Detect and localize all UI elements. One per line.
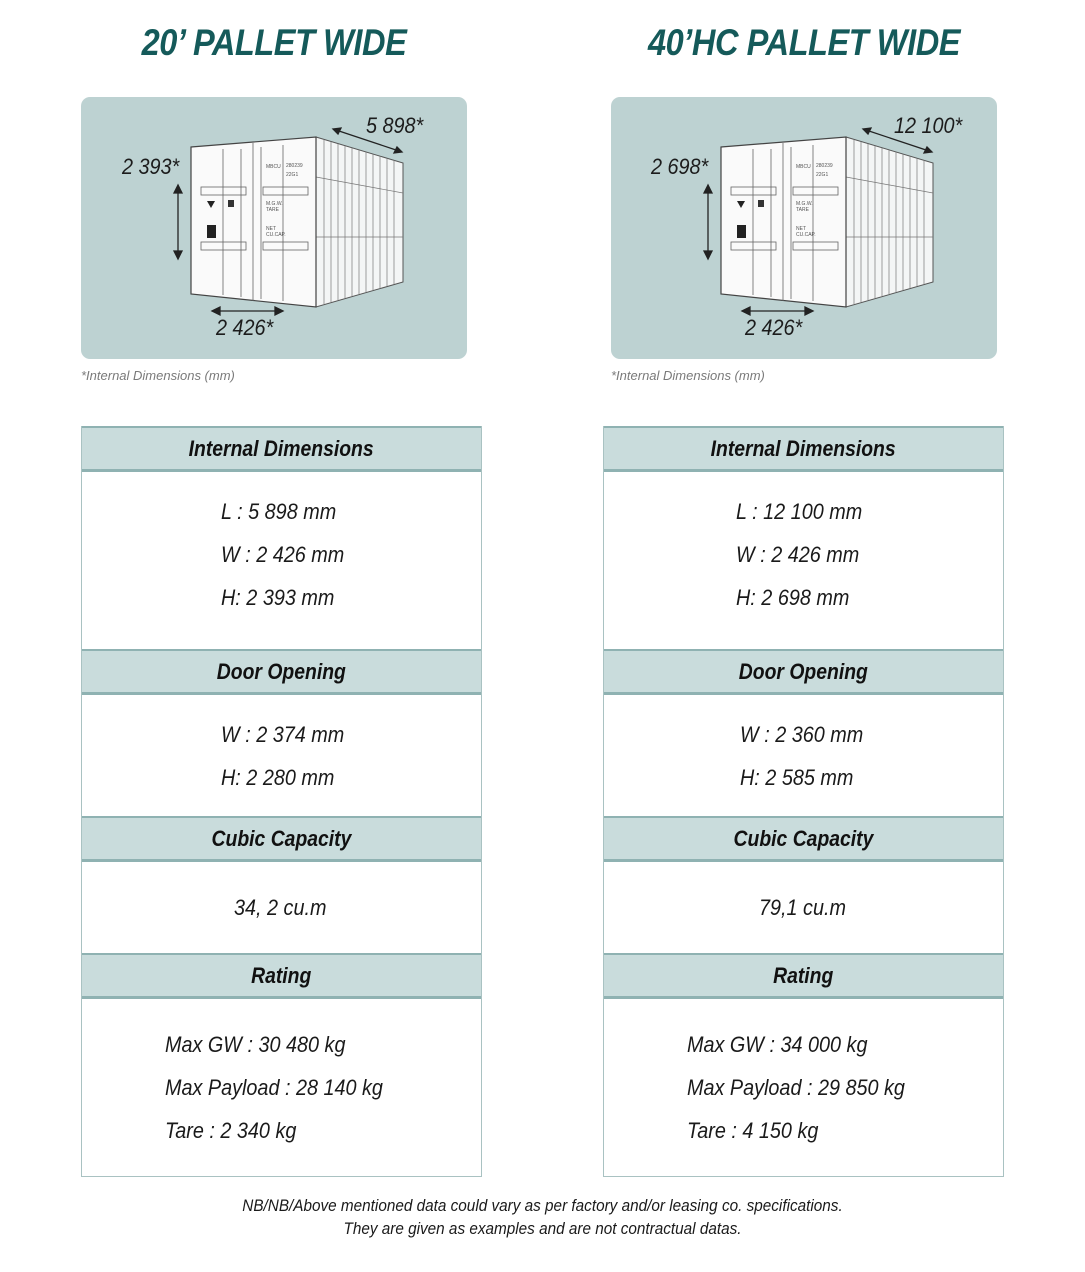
container-title: 40’HC PALLET WIDE: [647, 22, 961, 63]
spec-line-max-gw: Max GW : 30 480 kg: [165, 1032, 346, 1057]
svg-text:TARE: TARE: [796, 207, 809, 213]
section-body-door-opening: [604, 695, 1003, 816]
spec-line-max-payload: Max Payload : 28 140 kg: [165, 1075, 383, 1100]
spec-line-height: H: 2 698 mm: [736, 585, 850, 610]
svg-text:280239: 280239: [286, 163, 303, 169]
disclaimer-line-2: They are given as examples and are not contractual datas.: [343, 1219, 742, 1238]
section-body-rating: [82, 999, 481, 1176]
section-header-rating: Rating: [82, 953, 481, 999]
svg-text:M.G.W.: M.G.W.: [796, 201, 813, 207]
spec-line-door-width: W : 2 360 mm: [740, 722, 864, 747]
disclaimer-line-1: NB/NB/Above mentioned data could vary as per factory and/or leasing co. specifications.: [242, 1196, 843, 1215]
spec-line-cubic: 79,1 cu.m: [759, 895, 846, 920]
width-dimension-label: 2 426*: [216, 315, 274, 340]
internal-dimensions-footnote: *Internal Dimensions (mm): [81, 368, 235, 383]
svg-text:MBCU: MBCU: [266, 164, 281, 170]
spec-line-tare: Tare : 2 340 kg: [165, 1118, 297, 1143]
svg-text:NET: NET: [796, 226, 806, 232]
container-title: 20’ PALLET WIDE: [141, 22, 407, 63]
section-body-internal-dimensions: [82, 472, 481, 649]
section-header-internal-dimensions: Internal Dimensions: [604, 426, 1003, 472]
disclaimer: [0, 1194, 1085, 1240]
section-body-door-opening: [82, 695, 481, 816]
section-body-cubic-capacity: [82, 862, 481, 953]
spec-line-length: L : 5 898 mm: [221, 499, 337, 524]
section-header-door-opening: Door Opening: [82, 649, 481, 695]
length-dimension-label: 5 898*: [366, 113, 424, 138]
spec-table: [603, 426, 1004, 1177]
spec-line-height: H: 2 393 mm: [221, 585, 335, 610]
svg-text:280239: 280239: [816, 163, 833, 169]
internal-dimensions-footnote: *Internal Dimensions (mm): [611, 368, 765, 383]
section-header-rating: Rating: [604, 953, 1003, 999]
svg-text:CU.CAP.: CU.CAP.: [796, 232, 816, 238]
height-dimension-label: 2 393*: [122, 154, 180, 179]
svg-text:TARE: TARE: [266, 207, 279, 213]
spec-line-tare: Tare : 4 150 kg: [687, 1118, 819, 1143]
width-dimension-label: 2 426*: [745, 315, 803, 340]
section-body-rating: [604, 999, 1003, 1176]
section-header-internal-dimensions: Internal Dimensions: [82, 426, 481, 472]
spec-line-width: W : 2 426 mm: [221, 542, 345, 567]
spec-line-door-height: H: 2 585 mm: [740, 765, 854, 790]
spec-line-width: W : 2 426 mm: [736, 542, 860, 567]
spec-line-length: L : 12 100 mm: [736, 499, 863, 524]
svg-text:CU.CAP.: CU.CAP.: [266, 232, 286, 238]
length-dimension-label: 12 100*: [894, 113, 963, 138]
svg-text:22G1: 22G1: [816, 172, 829, 178]
spec-line-max-payload: Max Payload : 29 850 kg: [687, 1075, 905, 1100]
spec-line-door-width: W : 2 374 mm: [221, 722, 345, 747]
height-dimension-label: 2 698*: [651, 154, 709, 179]
spec-table: [81, 426, 482, 1177]
section-header-cubic-capacity: Cubic Capacity: [604, 816, 1003, 862]
container-image-panel: [611, 97, 997, 359]
svg-text:MBCU: MBCU: [796, 164, 811, 170]
section-body-internal-dimensions: [604, 472, 1003, 649]
spec-line-door-height: H: 2 280 mm: [221, 765, 335, 790]
spec-line-cubic: 34, 2 cu.m: [234, 895, 327, 920]
section-header-door-opening: Door Opening: [604, 649, 1003, 695]
container-image-panel: [81, 97, 467, 359]
svg-text:22G1: 22G1: [286, 172, 299, 178]
spec-line-max-gw: Max GW : 34 000 kg: [687, 1032, 868, 1057]
svg-text:M.G.W.: M.G.W.: [266, 201, 283, 207]
section-header-cubic-capacity: Cubic Capacity: [82, 816, 481, 862]
svg-text:NET: NET: [266, 226, 276, 232]
section-body-cubic-capacity: [604, 862, 1003, 953]
